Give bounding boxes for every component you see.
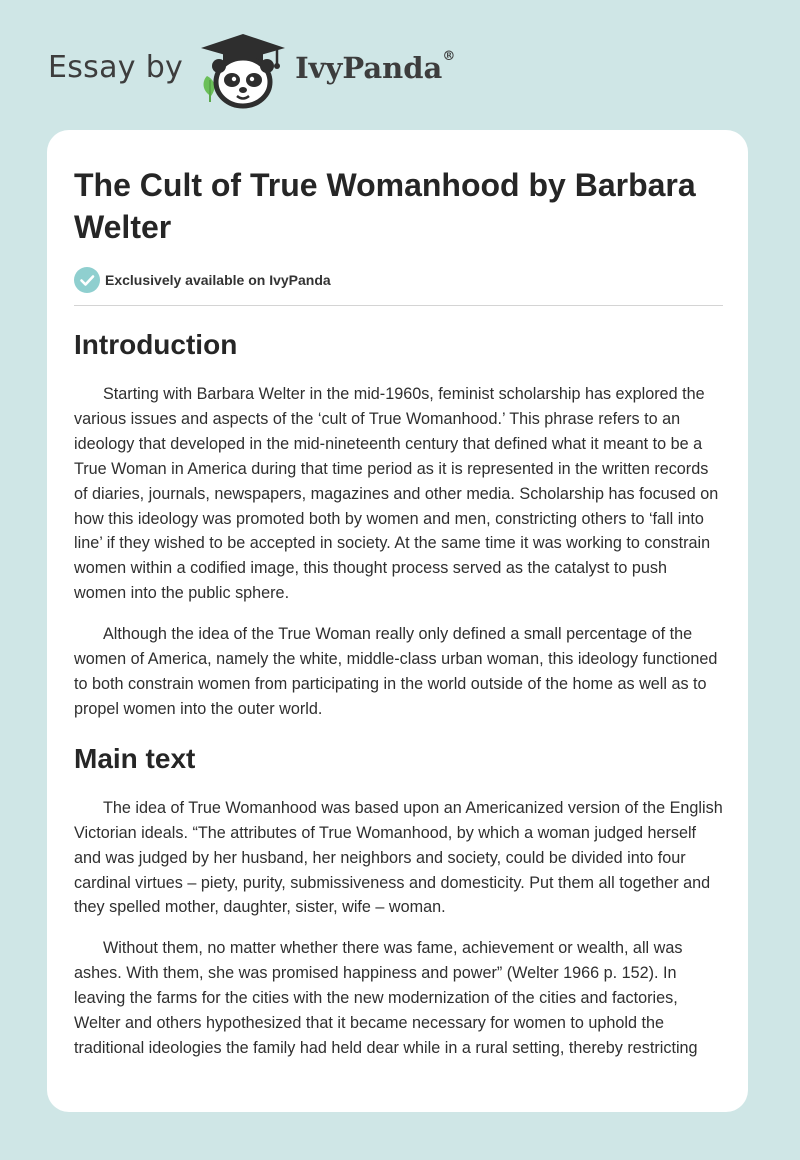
paragraph: Although the idea of the True Woman really only defined a small percentage of the women of America, namely the white, middle-class urban woman, this ideology functioned to both constrain women from participating in the world outside of the home as well as to propel women into the outer world. [74, 625, 718, 718]
divider [74, 305, 723, 306]
site-header [48, 30, 748, 110]
paragraph: The idea of True Womanhood was based upon an Americanized version of the English Victorian ideals. “The attributes of True Womanhood, by which a woman judged herself and was judged by her husband, her neighbors and society, could be divided into four cardinal virtues – piety, purity, submissiveness and domesticity. Put them all together and they spelled mother, daughter, sister, wife – woman. [74, 798, 723, 917]
essay-by-label: Essay by [48, 49, 184, 85]
essay-content [74, 164, 723, 1061]
panda-graduate-logo-icon[interactable] [197, 30, 289, 110]
section-heading-introduction: Introduction [74, 329, 238, 360]
registered-mark: ® [442, 49, 456, 64]
check-circle-icon [74, 267, 100, 293]
paragraph: Starting with Barbara Welter in the mid-1960s, feminist scholarship has explored the various issues and aspects of the ‘cult of True Womanhood.’ This phrase refers to an ideology that developed in the mid-nineteenth century that defined what it meant to be a True Woman in America during that time period as it is represented in the written records of diaries, journals, newspapers, magazines and other media. Scholarship has focused on how this ideology was promoted both by women and men, constricting others to ‘fall into line’ if they wished to be accepted in society. At the same time it was working to constrain women within a codified image, this thought process served as the catalyst to push women into the public sphere. [74, 385, 719, 603]
brand-name[interactable]: IvyPanda® [295, 49, 456, 85]
exclusive-badge [74, 266, 723, 294]
paragraph: Without them, no matter whether there was fame, achievement or wealth, all was ashes. With them, she was promised happiness and power” (Welter 1966 p. 152). In leaving the farms for the cities with the new modernization of the cities and factories, Welter and others hypothesized that it became necessary for women to uphold the traditional ideologies the family had held dear while in a rural setting, thereby restricting [74, 939, 698, 1057]
badge-label: Exclusively available on IvyPanda [105, 272, 331, 288]
section-heading-main-text: Main text [74, 742, 196, 774]
page-title: The Cult of True Womanhood by Barbara Welter [74, 167, 696, 245]
essay-card [47, 130, 748, 1112]
